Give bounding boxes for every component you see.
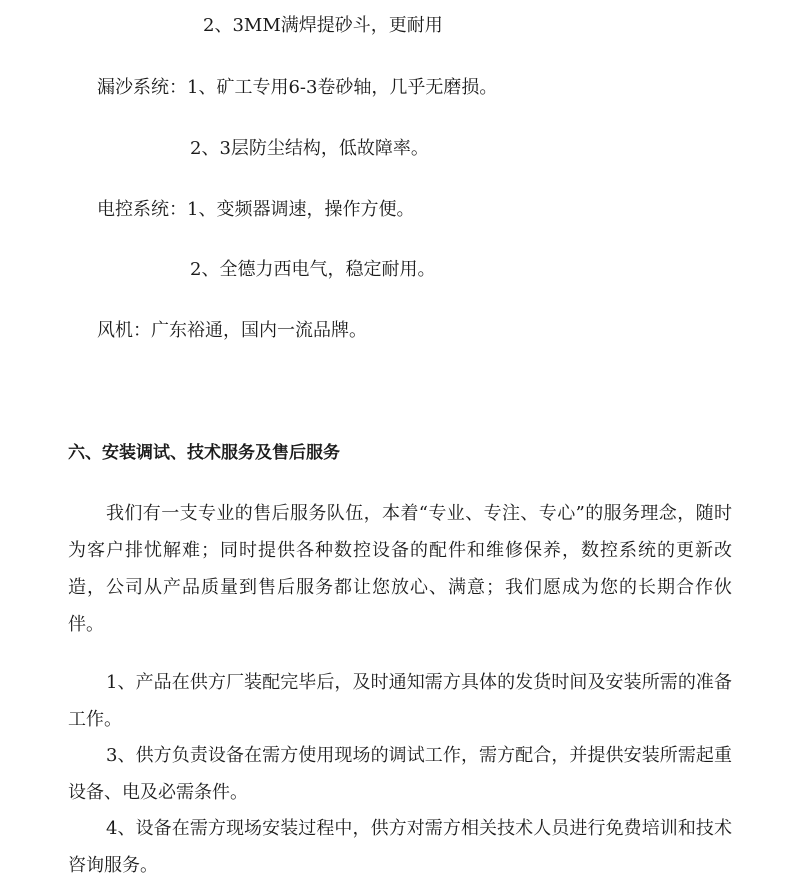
spec-leak-system-2: 2、3层防尘结构，低故障率。	[190, 138, 429, 159]
service-item-3: 3、供方负责设备在需方使用现场的调试工作，需方配合，并提供安装所需起重设备、电及必需条件。	[68, 745, 732, 803]
service-item-1: 1、产品在供方厂装配完毕后，及时通知需方具体的发货时间及安装所需的准备工作。	[68, 672, 732, 730]
spec-sand-hopper: 2、3MM满焊提砂斗，更耐用	[203, 15, 443, 36]
spec-electric-control-2: 2、全德力西电气，稳定耐用。	[190, 259, 436, 280]
section-intro: 我们有一支专业的售后服务队伍，本着“专业、专注、专心”的服务理念，随时为客户排忧解难；同时提供各种数控设备的配件和维修保养，数控系统的更新改造，公司从产品质量到售后服务都让您放心、满意；我们愿成为您的长期合作伙伴。	[68, 503, 732, 635]
spec-fan: 风机：广东裕通，国内一流品牌。	[97, 320, 367, 341]
spec-leak-system: 漏沙系统：1、矿工专用6-3卷砂轴，几乎无磨损。	[97, 77, 498, 98]
spec-electric-control: 电控系统：1、变频器调速，操作方便。	[97, 199, 415, 220]
section-heading: 六、安装调试、技术服务及售后服务	[68, 443, 340, 463]
service-item-4: 4、设备在需方现场安装过程中，供方对需方相关技术人员进行免费培训和技术咨询服务。	[68, 818, 732, 876]
